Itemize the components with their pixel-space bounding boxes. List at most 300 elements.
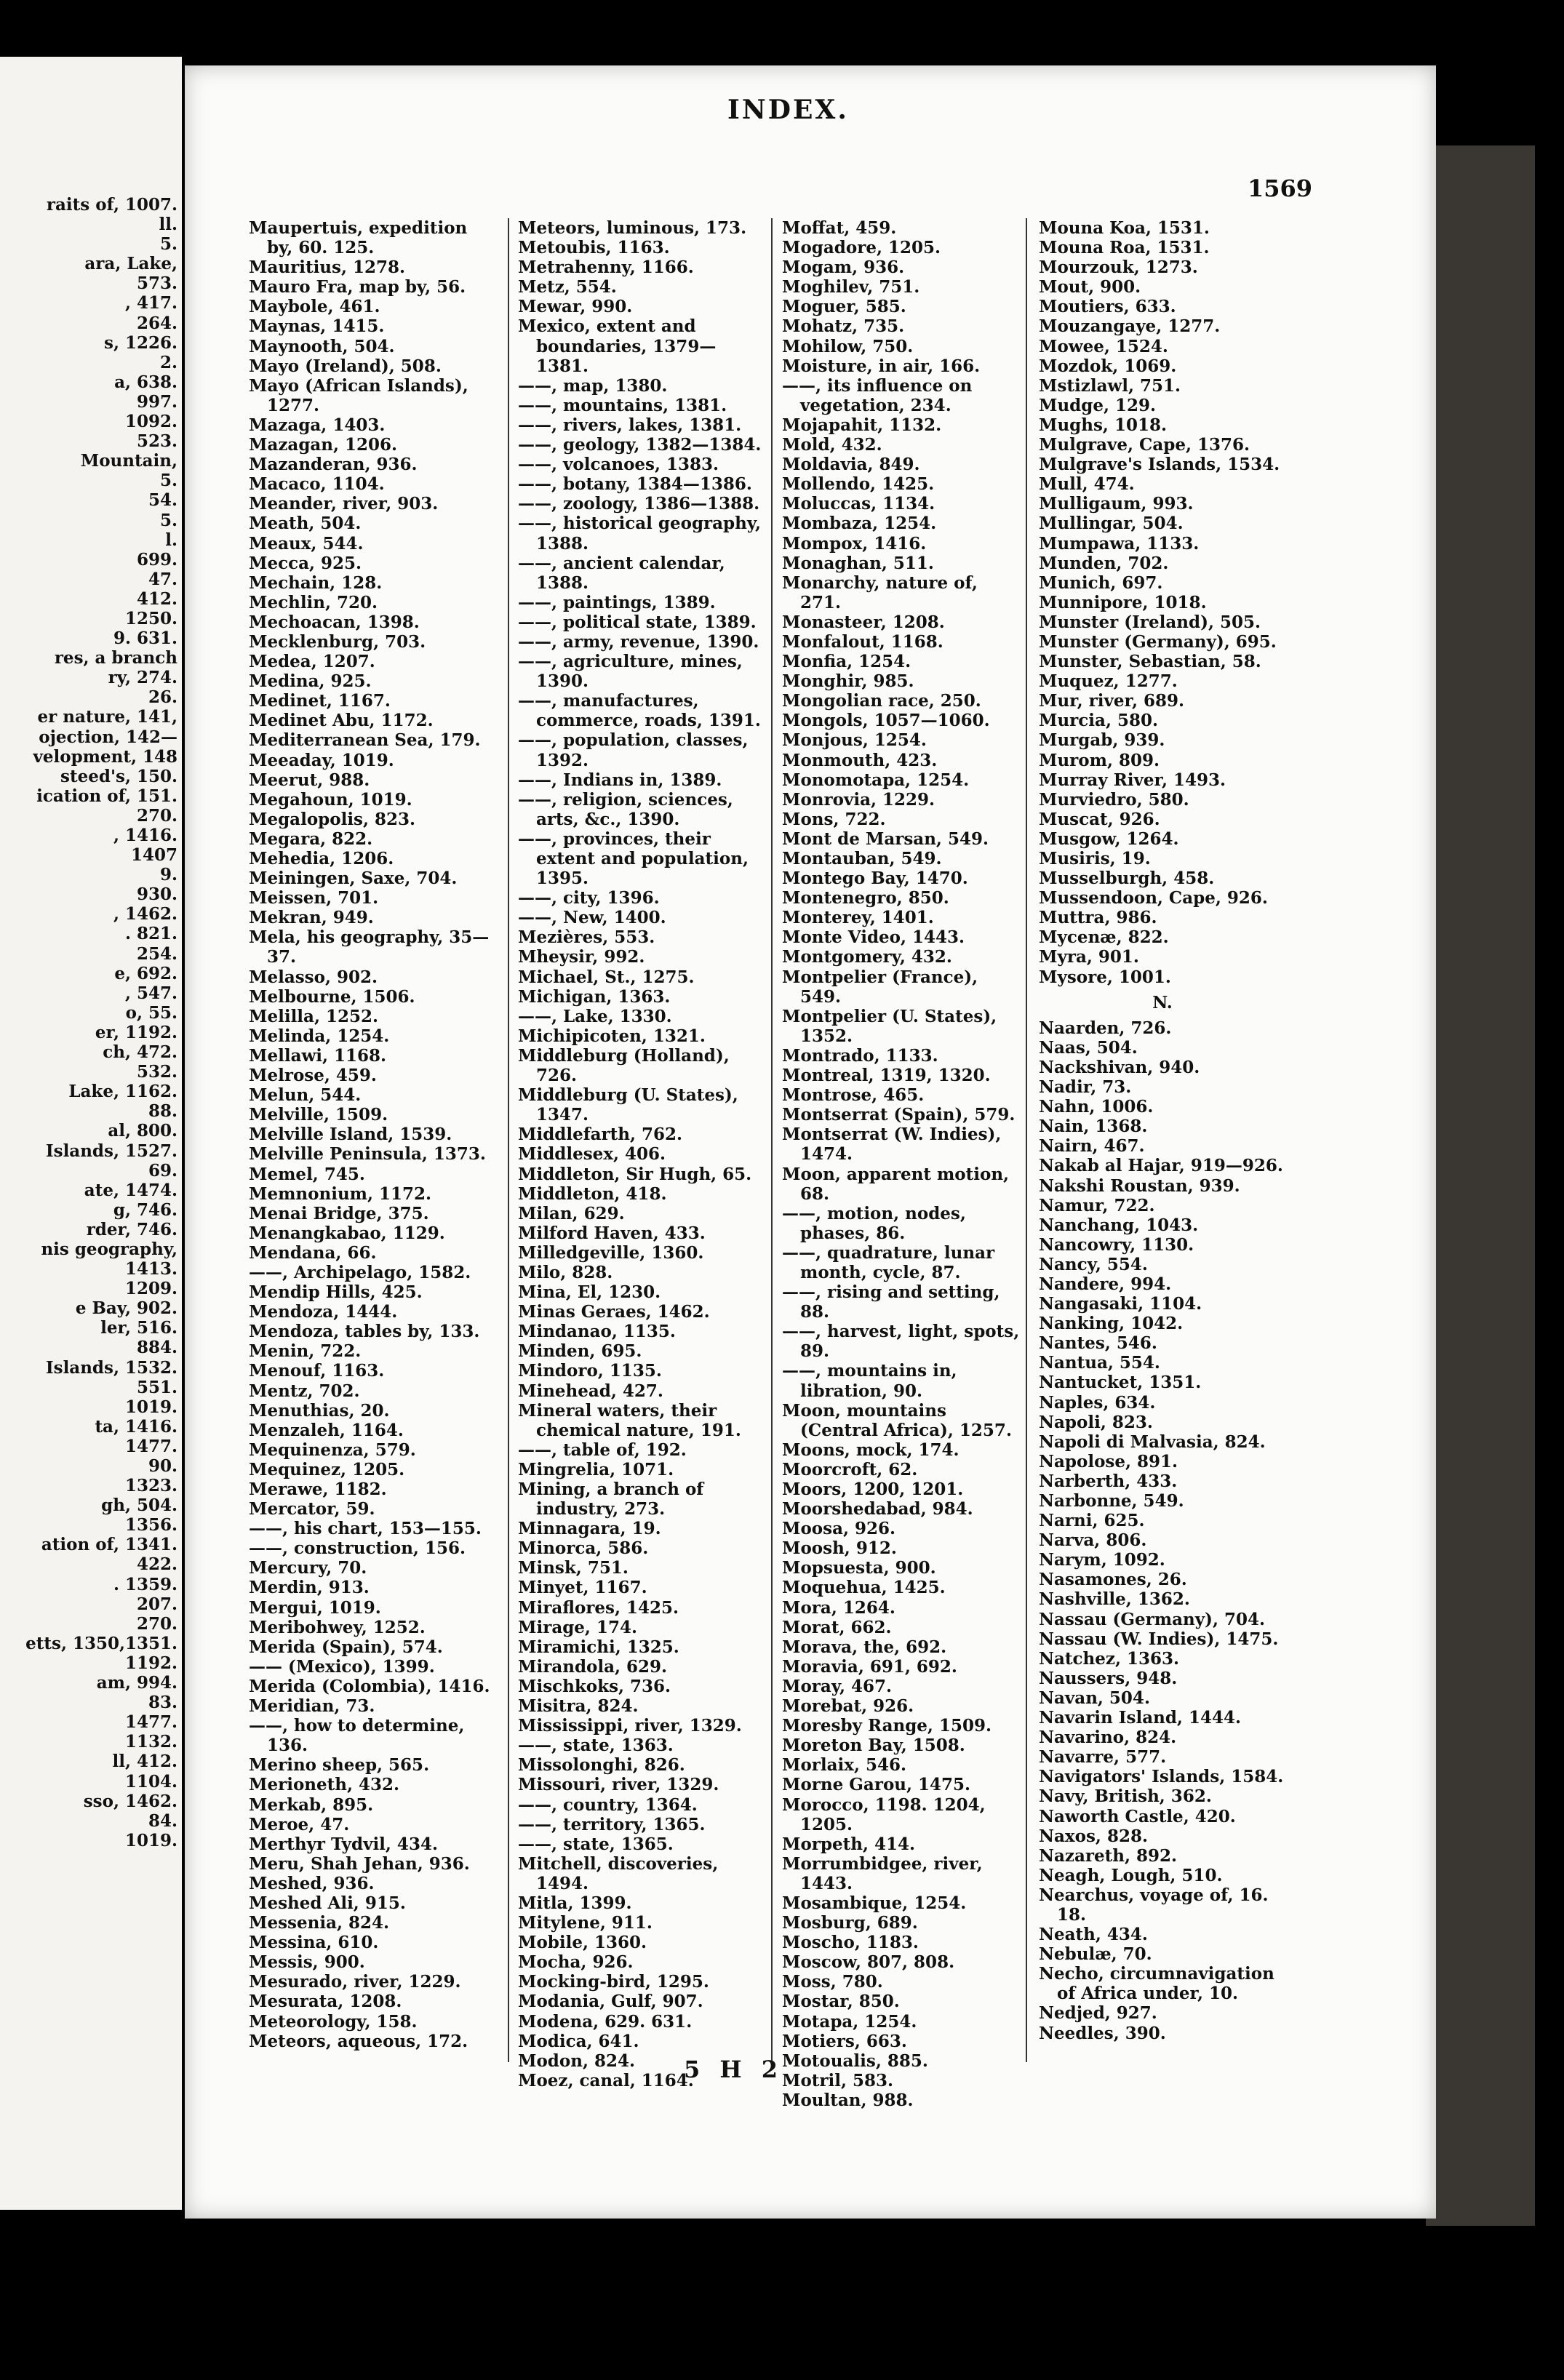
index-entry: Navy, British, 362. bbox=[1039, 1786, 1212, 1807]
index-entry: Merida (Spain), 574. bbox=[249, 1637, 443, 1657]
index-entry: Minsk, 751. bbox=[518, 1558, 629, 1578]
index-entry: ——, territory, 1365. bbox=[518, 1814, 706, 1834]
index-entry: Montreal, 1319, 1320. bbox=[782, 1066, 991, 1086]
index-entry: Meridian, 73. bbox=[249, 1696, 375, 1717]
left-page-line: 26. bbox=[148, 687, 177, 708]
index-entry: Meerut, 988. bbox=[249, 770, 370, 790]
index-entry: Munden, 702. bbox=[1039, 553, 1169, 573]
index-entry: Melasso, 902. bbox=[249, 967, 378, 987]
index-entry: Nancy, 554. bbox=[1039, 1254, 1148, 1274]
index-entry: Mold, 432. bbox=[782, 435, 882, 455]
index-entry: Narym, 1092. bbox=[1039, 1550, 1165, 1570]
index-entry: Modania, Gulf, 907. bbox=[518, 1992, 703, 2012]
left-page-line: , 547. bbox=[124, 983, 177, 1003]
left-page-line: 83. bbox=[148, 1693, 177, 1713]
index-entry: Mogadore, 1205. bbox=[782, 238, 941, 258]
index-entry: Namur, 722. bbox=[1039, 1195, 1155, 1215]
left-page-line: rder, 746. bbox=[86, 1219, 177, 1239]
index-entry: Melville, 1509. bbox=[249, 1105, 388, 1125]
index-entry: Necho, circumnavigation of Africa under, 10. bbox=[1039, 1964, 1274, 2004]
index-entry: Messina, 610. bbox=[249, 1933, 379, 1953]
index-entry: Mining, a branch of industry, 273. bbox=[518, 1479, 704, 1520]
left-page-line: 412. bbox=[136, 588, 177, 609]
index-entry: Mendoza, 1444. bbox=[249, 1302, 398, 1322]
index-entry: Morpeth, 414. bbox=[782, 1834, 916, 1854]
index-entry: Moresby Range, 1509. bbox=[782, 1716, 992, 1736]
index-entry: Milan, 629. bbox=[518, 1203, 625, 1223]
index-entry: Missouri, river, 1329. bbox=[518, 1775, 719, 1795]
index-entry: Moorshedabad, 984. bbox=[782, 1499, 973, 1520]
index-entry: Mazanderan, 936. bbox=[249, 455, 418, 475]
left-page-line: 5. bbox=[159, 471, 177, 491]
index-entry: Mischkoks, 736. bbox=[518, 1676, 671, 1696]
index-entry: Mout, 900. bbox=[1039, 277, 1141, 298]
index-entry: Myra, 901. bbox=[1039, 947, 1139, 967]
index-entry: Mendoza, tables by, 133. bbox=[249, 1322, 480, 1342]
index-entry: Monarchy, nature of, 271. bbox=[782, 572, 978, 612]
index-entry: ——, state, 1365. bbox=[518, 1834, 674, 1854]
index-entry: Mohatz, 735. bbox=[782, 316, 905, 337]
index-entry: Middleburg (U. States), 1347. bbox=[518, 1085, 738, 1125]
index-entry: Murviedro, 580. bbox=[1039, 789, 1189, 810]
index-entry: ——, harvest, light, spots, 89. bbox=[782, 1322, 1020, 1362]
index-entry: Melville Island, 1539. bbox=[249, 1125, 452, 1145]
index-entry: Mitla, 1399. bbox=[518, 1893, 632, 1913]
index-entry: Nain, 1368. bbox=[1039, 1117, 1148, 1137]
index-entry: Mazagan, 1206. bbox=[249, 435, 398, 455]
left-page-line: ll. bbox=[159, 215, 177, 235]
index-entry: Mohilow, 750. bbox=[782, 336, 914, 356]
left-page-line: 884. bbox=[136, 1338, 177, 1358]
index-column-2 bbox=[518, 218, 765, 2091]
left-page-line: , 417. bbox=[124, 293, 177, 314]
left-page-line: 270. bbox=[136, 805, 177, 826]
index-entry: Nairn, 467. bbox=[1039, 1136, 1145, 1157]
index-column-1 bbox=[249, 218, 496, 2051]
index-entry: Mur, river, 689. bbox=[1039, 691, 1184, 711]
left-page-line: 523. bbox=[136, 431, 177, 452]
index-entry: Motiers, 663. bbox=[782, 2031, 907, 2051]
index-entry: Morrumbidgee, river, 1443. bbox=[782, 1853, 983, 1893]
index-entry: Metoubis, 1163. bbox=[518, 238, 670, 258]
index-entry: Mercator, 59. bbox=[249, 1499, 375, 1520]
index-entry: Mezières, 553. bbox=[518, 927, 655, 948]
index-entry: Munnipore, 1018. bbox=[1039, 592, 1207, 612]
index-entry: ——, Indians in, 1389. bbox=[518, 770, 722, 790]
index-entry: Mopsuesta, 900. bbox=[782, 1558, 936, 1578]
index-entry: Natchez, 1363. bbox=[1039, 1648, 1180, 1669]
index-entry: Morat, 662. bbox=[782, 1617, 892, 1637]
left-page-line: 1132. bbox=[124, 1732, 177, 1752]
index-entry: Medina, 925. bbox=[249, 671, 372, 692]
index-entry: Medinet Abu, 1172. bbox=[249, 711, 434, 731]
index-entry: Mobile, 1360. bbox=[518, 1933, 647, 1953]
left-page-line: 1092. bbox=[124, 412, 177, 432]
index-entry: Moisture, in air, 166. bbox=[782, 356, 981, 376]
index-entry: Menangkabao, 1129. bbox=[249, 1223, 445, 1243]
index-entry: Nebulæ, 70. bbox=[1039, 1944, 1152, 1965]
left-page-line: g, 746. bbox=[113, 1199, 177, 1220]
index-entry: Middlesex, 406. bbox=[518, 1144, 666, 1165]
index-entry: Mina, El, 1230. bbox=[518, 1282, 661, 1303]
index-entry: Moosa, 926. bbox=[782, 1519, 896, 1539]
index-entry: Meroe, 47. bbox=[249, 1814, 350, 1834]
index-entry: Mompox, 1416. bbox=[782, 533, 927, 554]
column-divider bbox=[1026, 218, 1027, 2062]
index-entry: Nahn, 1006. bbox=[1039, 1097, 1154, 1117]
left-page-line: er, 1192. bbox=[95, 1022, 177, 1042]
index-entry: ——, volcanoes, 1383. bbox=[518, 455, 719, 475]
index-entry: Meshed Ali, 915. bbox=[249, 1893, 406, 1913]
index-entry: ——, Archipelago, 1582. bbox=[249, 1262, 471, 1282]
index-entry: Mindoro, 1135. bbox=[518, 1361, 662, 1381]
left-page-line: raits of, 1007. bbox=[46, 195, 177, 215]
index-entry: Mosambique, 1254. bbox=[782, 1893, 967, 1913]
index-entry: Moscow, 807, 808. bbox=[782, 1952, 955, 1973]
index-entry: Nadir, 73. bbox=[1039, 1077, 1132, 1098]
index-entry: Mojapahit, 1132. bbox=[782, 415, 942, 435]
index-entry: Menzaleh, 1164. bbox=[249, 1420, 404, 1440]
index-entry: Mycenæ, 822. bbox=[1039, 927, 1169, 948]
index-entry: Morne Garou, 1475. bbox=[782, 1775, 971, 1795]
index-entry: Musgow, 1264. bbox=[1039, 828, 1179, 849]
index-entry: Menin, 722. bbox=[249, 1341, 362, 1362]
index-entry: Montgomery, 432. bbox=[782, 947, 952, 967]
index-entry: Mecklenburg, 703. bbox=[249, 631, 426, 652]
index-entry: Meath, 504. bbox=[249, 514, 362, 534]
index-entry: Morocco, 1198. 1204, 1205. bbox=[782, 1794, 986, 1834]
index-entry: ——, rivers, lakes, 1381. bbox=[518, 415, 742, 435]
index-entry: Musselburgh, 458. bbox=[1039, 868, 1215, 889]
index-entry: Merioneth, 432. bbox=[249, 1775, 400, 1795]
index-entry: Mussendoon, Cape, 926. bbox=[1039, 888, 1268, 909]
index-entry: Nearchus, voyage of, 16. 18. bbox=[1039, 1885, 1269, 1925]
index-entry: Mingrelia, 1071. bbox=[518, 1459, 674, 1479]
left-page-line: ication of, 151. bbox=[36, 786, 177, 806]
index-entry: Missolonghi, 826. bbox=[518, 1755, 685, 1776]
index-entry: Napolose, 891. bbox=[1039, 1451, 1178, 1471]
left-page-line: gh, 504. bbox=[101, 1496, 177, 1516]
left-page-line: 573. bbox=[136, 273, 177, 294]
index-entry: Murcia, 580. bbox=[1039, 711, 1158, 731]
index-entry: ——, zoology, 1386—1388. bbox=[518, 494, 760, 514]
index-entry: Mons, 722. bbox=[782, 809, 886, 829]
column-divider bbox=[771, 218, 773, 2062]
index-entry: Motril, 583. bbox=[782, 2070, 894, 2091]
index-entry: Nackshivan, 940. bbox=[1039, 1057, 1200, 1077]
index-entry: Monaghan, 511. bbox=[782, 553, 934, 573]
index-entry: Nasamones, 26. bbox=[1039, 1570, 1187, 1590]
left-page-line: 270. bbox=[136, 1613, 177, 1634]
index-entry: Montpelier (France), 549. bbox=[782, 967, 978, 1007]
left-page-line: ara, Lake, bbox=[84, 254, 177, 274]
index-entry: Navarino, 824. bbox=[1039, 1728, 1177, 1748]
index-entry: Mozdok, 1069. bbox=[1039, 356, 1177, 376]
index-entry: Mela, his geography, 35—37. bbox=[249, 927, 490, 967]
index-entry: Meribohwey, 1252. bbox=[249, 1617, 426, 1637]
left-page-column bbox=[0, 195, 182, 1850]
index-entry: Mercury, 70. bbox=[249, 1558, 367, 1578]
index-entry: Mazaga, 1403. bbox=[249, 415, 386, 435]
index-entry: Middleton, 418. bbox=[518, 1183, 667, 1204]
index-entry: ——, quadrature, lunar month, cycle, 87. bbox=[782, 1242, 995, 1282]
index-column-4 bbox=[1039, 218, 1286, 2043]
index-entry: Monjous, 1254. bbox=[782, 730, 927, 751]
index-entry: Moldavia, 849. bbox=[782, 455, 920, 475]
index-entry: Metrahenny, 1166. bbox=[518, 257, 694, 278]
index-entry: Nakab al Hajar, 919—926. bbox=[1039, 1156, 1283, 1176]
index-entry: Moray, 467. bbox=[782, 1676, 893, 1696]
left-page-line: Mountain, bbox=[80, 451, 177, 471]
index-entry: Monrovia, 1229. bbox=[782, 789, 935, 810]
index-entry: Munster (Ireland), 505. bbox=[1039, 612, 1261, 632]
index-entry: Mellawi, 1168. bbox=[249, 1045, 387, 1066]
index-entry: Mollendo, 1425. bbox=[782, 474, 935, 495]
index-entry: Mullingar, 504. bbox=[1039, 514, 1184, 534]
index-entry: Memnonium, 1172. bbox=[249, 1183, 432, 1204]
left-page-line: ch, 472. bbox=[103, 1042, 177, 1063]
index-entry: Munich, 697. bbox=[1039, 572, 1163, 593]
index-entry: Mont de Marsan, 549. bbox=[782, 828, 989, 849]
left-page-line: am, 994. bbox=[96, 1673, 177, 1693]
index-entry: Navan, 504. bbox=[1039, 1688, 1150, 1708]
index-entry: Morlaix, 546. bbox=[782, 1755, 907, 1776]
left-page-line: 1209. bbox=[124, 1279, 177, 1299]
left-page-line: ll, 412. bbox=[112, 1752, 177, 1772]
index-entry: Mirandola, 629. bbox=[518, 1656, 668, 1677]
index-entry: Naworth Castle, 420. bbox=[1039, 1806, 1236, 1826]
index-entry: ——, provinces, their extent and population, 1395. bbox=[518, 828, 749, 889]
index-entry: Napoli, 823. bbox=[1039, 1412, 1153, 1432]
index-entry: Mediterranean Sea, 179. bbox=[249, 730, 481, 751]
index-entry: Moss, 780. bbox=[782, 1972, 883, 1992]
index-entry: Nassau (Germany), 704. bbox=[1039, 1609, 1265, 1629]
index-entry: ——, construction, 156. bbox=[249, 1538, 466, 1559]
left-page-line: 254. bbox=[136, 943, 177, 964]
left-page-line: 997. bbox=[136, 391, 177, 412]
index-entry: Mindanao, 1135. bbox=[518, 1322, 676, 1342]
index-entry: Moutiers, 633. bbox=[1039, 297, 1176, 317]
left-page-line: 1413. bbox=[124, 1259, 177, 1279]
index-entry: Nangasaki, 1104. bbox=[1039, 1294, 1202, 1314]
index-entry: Narni, 625. bbox=[1039, 1511, 1145, 1531]
index-entry: Melrose, 459. bbox=[249, 1066, 377, 1086]
left-page-line: 422. bbox=[136, 1554, 177, 1575]
index-entry: Mequinenza, 579. bbox=[249, 1439, 416, 1460]
index-entry: ——, mountains, 1381. bbox=[518, 395, 727, 415]
index-entry: Nakshi Roustan, 939. bbox=[1039, 1175, 1240, 1196]
index-entry: Mitylene, 911. bbox=[518, 1913, 653, 1933]
index-entry: Mulgrave's Islands, 1534. bbox=[1039, 455, 1280, 475]
index-entry: Megara, 822. bbox=[249, 828, 373, 849]
index-entry: Moon, apparent motion, 68. bbox=[782, 1164, 1010, 1204]
left-page-line: 47. bbox=[148, 569, 177, 589]
left-page-line: 1192. bbox=[124, 1653, 177, 1673]
index-entry: Menouf, 1163. bbox=[249, 1361, 385, 1381]
index-entry: Mull, 474. bbox=[1039, 474, 1135, 495]
index-entry: Mstizlawl, 751. bbox=[1039, 375, 1181, 396]
index-entry: Minehead, 427. bbox=[518, 1381, 663, 1401]
page-number: 1569 bbox=[1248, 175, 1313, 202]
index-entry: Meiningen, Saxe, 704. bbox=[249, 868, 458, 889]
index-entry: Montrado, 1133. bbox=[782, 1045, 938, 1066]
index-entry: Merida (Colombia), 1416. bbox=[249, 1676, 490, 1696]
left-page-line: 1250. bbox=[124, 608, 177, 628]
index-entry: Moors, 1200, 1201. bbox=[782, 1479, 964, 1499]
index-entry: —— (Mexico), 1399. bbox=[249, 1656, 435, 1677]
index-entry: Medinet, 1167. bbox=[249, 691, 391, 711]
index-entry: Mauro Fra, map by, 56. bbox=[249, 277, 466, 298]
left-page-line: 9. 631. bbox=[113, 628, 177, 649]
index-entry: Moosh, 912. bbox=[782, 1538, 897, 1559]
index-entry: Menai Bridge, 375. bbox=[249, 1203, 429, 1223]
index-entry: Minorca, 586. bbox=[518, 1538, 649, 1559]
left-page-line: 1019. bbox=[124, 1397, 177, 1417]
index-entry: Maynooth, 504. bbox=[249, 336, 395, 356]
index-entry: Mogam, 936. bbox=[782, 257, 905, 278]
index-entry: ——, New, 1400. bbox=[518, 908, 666, 928]
index-entry: Napoli di Malvasia, 824. bbox=[1039, 1431, 1266, 1452]
index-entry: Monmouth, 423. bbox=[782, 750, 938, 770]
index-entry: Mudge, 129. bbox=[1039, 395, 1157, 415]
index-entry: Mechlin, 720. bbox=[249, 592, 378, 612]
index-entry: Moez, canal, 1164. bbox=[518, 2070, 694, 2091]
left-page-line: 532. bbox=[136, 1062, 177, 1082]
index-entry: Maynas, 1415. bbox=[249, 316, 385, 337]
index-entry: ——, city, 1396. bbox=[518, 888, 660, 909]
left-page-line: Islands, 1532. bbox=[45, 1357, 177, 1378]
index-entry: Narberth, 433. bbox=[1039, 1471, 1178, 1491]
left-page-line: al, 800. bbox=[108, 1121, 177, 1141]
left-page-line: l. bbox=[165, 530, 177, 550]
index-entry: Mughs, 1018. bbox=[1039, 415, 1167, 435]
index-entry: Milo, 828. bbox=[518, 1262, 613, 1282]
index-entry: Meteors, aqueous, 172. bbox=[249, 2031, 468, 2051]
index-entry: Navigators' Islands, 1584. bbox=[1039, 1767, 1284, 1787]
index-entry: Motoualis, 885. bbox=[782, 2050, 928, 2071]
index-entry: ——, historical geography, 1388. bbox=[518, 514, 762, 554]
index-entry: Neagh, Lough, 510. bbox=[1039, 1865, 1223, 1885]
index-entry: Merino sheep, 565. bbox=[249, 1755, 430, 1776]
index-entry: Mesurata, 1208. bbox=[249, 1992, 402, 2012]
index-entry: Naarden, 726. bbox=[1039, 1018, 1172, 1038]
left-page-line: o, 55. bbox=[125, 1002, 177, 1023]
index-entry: Monte Video, 1443. bbox=[782, 927, 965, 948]
index-entry: Mirage, 174. bbox=[518, 1617, 637, 1637]
left-page-line: 930. bbox=[136, 884, 177, 905]
index-entry: Montserrat (W. Indies), 1474. bbox=[782, 1125, 1002, 1165]
index-entry: Narva, 806. bbox=[1039, 1530, 1147, 1551]
index-entry: ——, ancient calendar, 1388. bbox=[518, 553, 725, 593]
index-entry: ——, state, 1363. bbox=[518, 1736, 674, 1756]
index-entry: Montego Bay, 1470. bbox=[782, 868, 968, 889]
index-entry: Montpelier (U. States), 1352. bbox=[782, 1006, 997, 1046]
index-entry: Mouzangaye, 1277. bbox=[1039, 316, 1221, 337]
index-entry: Murom, 809. bbox=[1039, 750, 1160, 770]
index-entry: Mongolian race, 250. bbox=[782, 691, 981, 711]
index-entry: Nazareth, 892. bbox=[1039, 1845, 1178, 1866]
index-entry: Michael, St., 1275. bbox=[518, 967, 695, 987]
index-entry: ——, manufactures, commerce, roads, 1391. bbox=[518, 691, 761, 731]
left-page-line: 9. bbox=[159, 865, 177, 885]
left-page-line: er nature, 141, bbox=[37, 707, 177, 727]
index-entry: Nedjed, 927. bbox=[1039, 2003, 1157, 2024]
index-entry: Mississippi, river, 1329. bbox=[518, 1716, 742, 1736]
page-title: INDEX. bbox=[727, 95, 849, 125]
index-entry: Narbonne, 549. bbox=[1039, 1491, 1184, 1511]
index-entry: Merthyr Tydvil, 434. bbox=[249, 1834, 438, 1854]
index-entry: Mysore, 1001. bbox=[1039, 967, 1171, 987]
index-entry: ——, his chart, 153—155. bbox=[249, 1519, 482, 1539]
index-entry: Menuthias, 20. bbox=[249, 1400, 390, 1421]
index-column-3 bbox=[782, 218, 1022, 2110]
left-page-line: Lake, 1162. bbox=[68, 1082, 177, 1102]
index-entry: Meander, river, 903. bbox=[249, 494, 439, 514]
left-page-line: e, 692. bbox=[114, 963, 177, 983]
index-entry: Mechoacan, 1398. bbox=[249, 612, 420, 632]
index-entry: Minden, 695. bbox=[518, 1341, 642, 1362]
index-entry: Mayo (Ireland), 508. bbox=[249, 356, 442, 376]
index-entry: Modena, 629. 631. bbox=[518, 2011, 693, 2032]
index-entry: Meissen, 701. bbox=[249, 888, 379, 909]
index-entry: Nantes, 546. bbox=[1039, 1333, 1157, 1354]
index-entry: Minas Geraes, 1462. bbox=[518, 1302, 710, 1322]
index-entry: Mourzouk, 1273. bbox=[1039, 257, 1198, 278]
left-page-line: nis geography, bbox=[41, 1239, 177, 1259]
left-page-line: 84. bbox=[148, 1810, 177, 1831]
index-entry: Mitchell, discoveries, 1494. bbox=[518, 1853, 719, 1893]
index-entry: Miramichi, 1325. bbox=[518, 1637, 679, 1657]
left-page-line: ojection, 142— bbox=[39, 727, 177, 747]
left-page-line: , 1416. bbox=[113, 826, 177, 845]
index-entry: Merkab, 895. bbox=[249, 1794, 374, 1815]
index-entry: Mouna Koa, 1531. bbox=[1039, 218, 1210, 238]
left-page-line: 1356. bbox=[124, 1515, 177, 1536]
index-entry: ——, religion, sciences, arts, &c., 1390. bbox=[518, 789, 733, 829]
index-entry: Mowee, 1524. bbox=[1039, 336, 1168, 356]
index-entry: ——, map, 1380. bbox=[518, 375, 668, 396]
index-entry: Mulgrave, Cape, 1376. bbox=[1039, 435, 1250, 455]
index-entry: Morava, the, 692. bbox=[782, 1637, 947, 1657]
left-page-line: res, a branch bbox=[54, 648, 177, 668]
left-page-line: ate, 1474. bbox=[84, 1180, 177, 1200]
index-entry: ——, table of, 192. bbox=[518, 1439, 687, 1460]
index-entry: Modica, 641. bbox=[518, 2031, 639, 2051]
index-entry: Monterey, 1401. bbox=[782, 908, 934, 928]
left-page-line: 5. bbox=[159, 510, 177, 530]
index-entry: ——, botany, 1384—1386. bbox=[518, 474, 752, 495]
left-page-line: 54. bbox=[148, 490, 177, 511]
left-page-line: 69. bbox=[148, 1160, 177, 1181]
index-entry: Motapa, 1254. bbox=[782, 2011, 917, 2032]
left-page-line: etts, 1350,1351. bbox=[25, 1633, 177, 1653]
index-entry: Maybole, 461. bbox=[249, 297, 380, 317]
index-entry: Mauritius, 1278. bbox=[249, 257, 406, 278]
left-page-line: ry, 274. bbox=[108, 668, 177, 688]
index-entry: Meru, Shah Jehan, 936. bbox=[249, 1853, 470, 1874]
index-entry: Melbourne, 1506. bbox=[249, 986, 415, 1007]
index-entry: Maupertuis, expedition by, 60. 125. bbox=[249, 218, 468, 258]
index-entry: ——, rising and setting, 88. bbox=[782, 1282, 1000, 1322]
index-entry: Naas, 504. bbox=[1039, 1037, 1138, 1058]
index-entry: Monfia, 1254. bbox=[782, 652, 911, 672]
left-page-line: sso, 1462. bbox=[83, 1791, 177, 1811]
index-entry: Moreton Bay, 1508. bbox=[782, 1736, 965, 1756]
index-entry: Mineral waters, their chemical nature, 191. bbox=[518, 1400, 741, 1440]
index-entry: Murray River, 1493. bbox=[1039, 770, 1226, 790]
index-entry: Mosburg, 689. bbox=[782, 1913, 918, 1933]
index-entry: Messenia, 824. bbox=[249, 1913, 390, 1933]
